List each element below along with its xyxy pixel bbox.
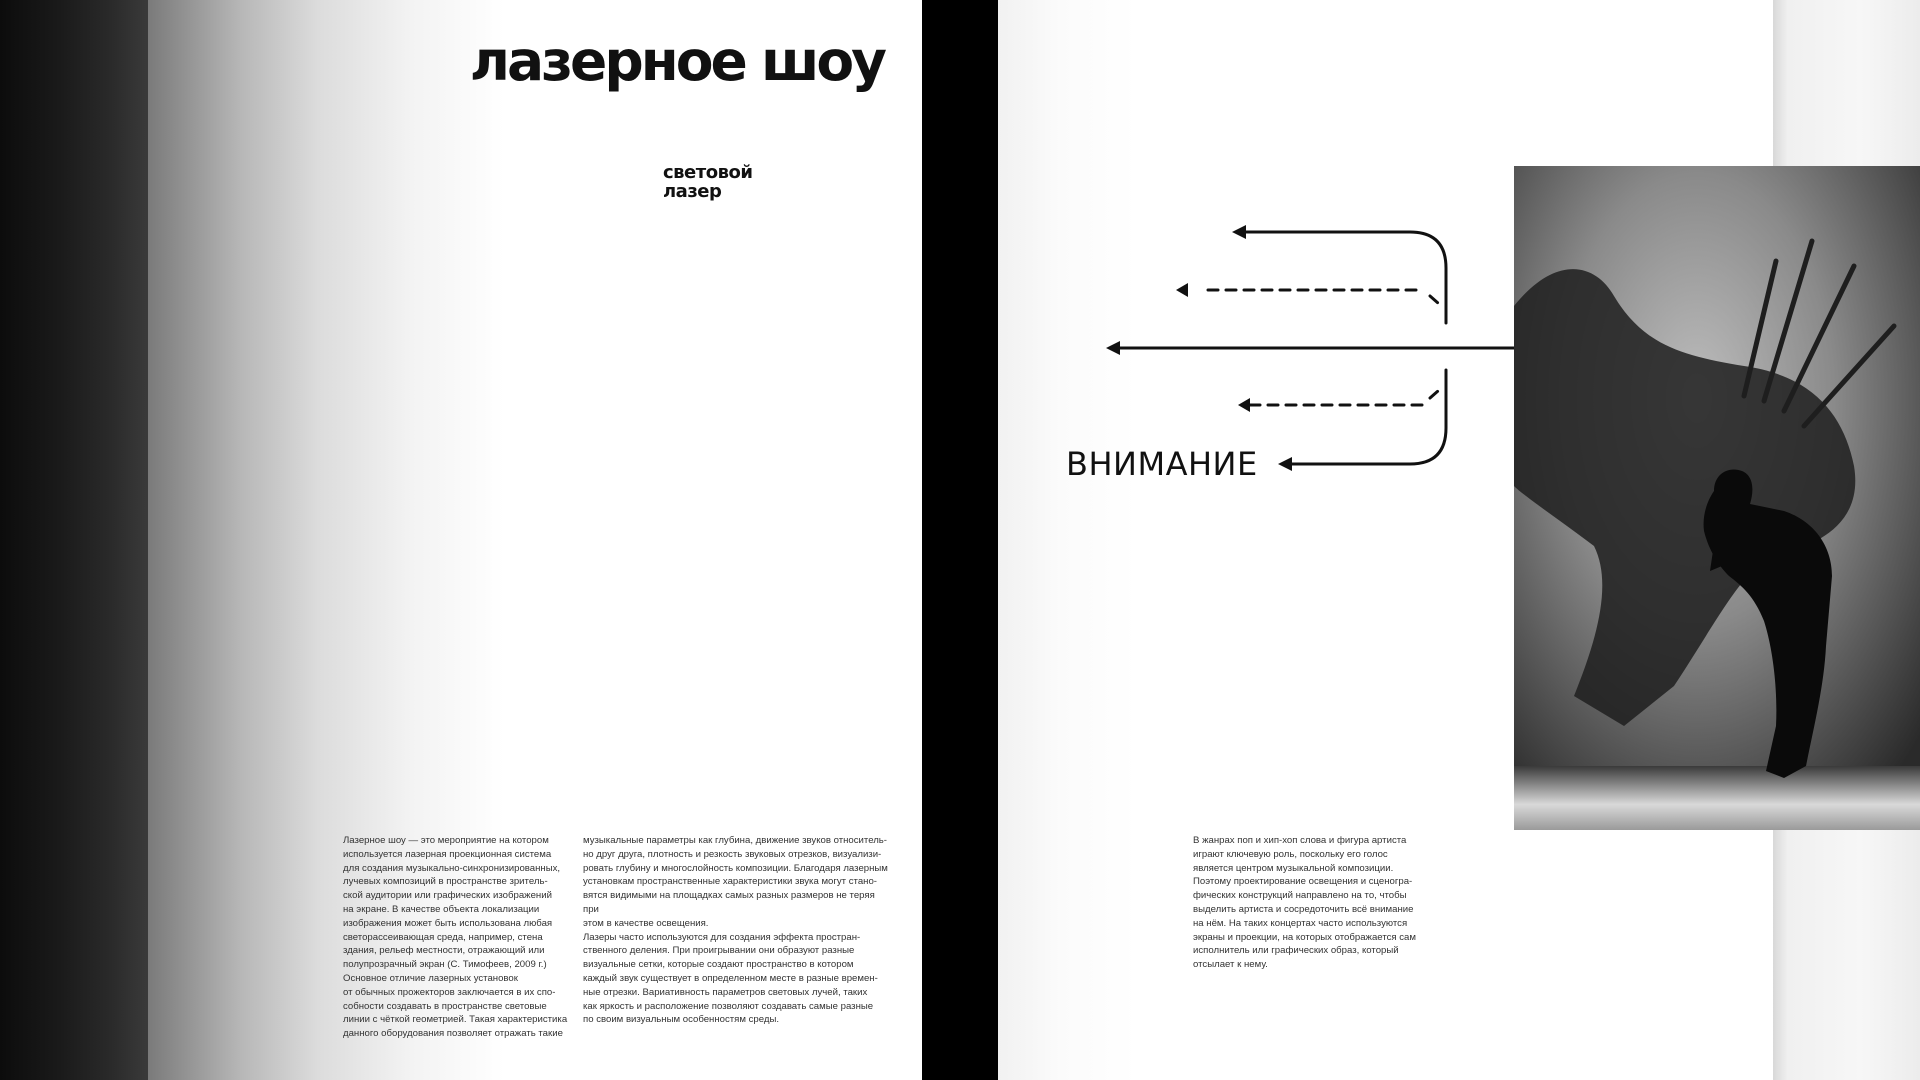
spine-gutter: [922, 0, 998, 1080]
arrow-left-icon: [1278, 457, 1292, 471]
arrow-left-icon: [1106, 341, 1120, 355]
diagram-label: ВНИМАНИЕ: [1066, 445, 1258, 483]
arrow-dashed-lower-line: [1250, 391, 1438, 405]
left-page: [148, 0, 922, 1080]
arrow-left-icon: [1232, 225, 1246, 239]
body-text-column-3: В жанрах поп и хип-хоп слова и фигура артиста играют ключевую роль, поскольку его голос является центром музыкальной композиции. Поэтому проектирование освещения и сценогра- фических конструкций направлено на то, чтобы выделить артиста и сосредоточить всё внимание на нём. На таких концертах часто используются экраны и проекции, на которых отображается сам исполнитель или графических образ, который отсылает к нему.: [1193, 835, 1416, 971]
subtitle-line-2: лазер: [663, 181, 722, 202]
dashed-arrow-left-icon: [1238, 398, 1250, 412]
arrow-top-line: [1246, 232, 1446, 323]
binding-edge: [0, 0, 148, 1080]
concert-photo: [1514, 166, 1920, 830]
subtitle-line-1: световой: [663, 162, 753, 183]
arrow-bottom-line: [1292, 370, 1446, 464]
body-text-column-1: Лазерное шоу — это мероприятие на котором используется лазерная проекционная система для создания музыкально-синхронизированных, лучевых композиций в пространстве зритель- ской аудитории или графических изображений на экране. В качестве объекта локализации изображения может быть использована любая светорассеивающая среда, например, стена здания, рельеф местности, отражающий или полупрозрачный экран (С. Тимофеев, 2009 г.) Основное отличие лазерных установок от обычных прожекторов заключается в их спо- собности создавать в пространстве световые линии с чёткой геометрией. Такая характеристика данного оборудования позволяет отражать такие: [343, 835, 568, 1040]
body-text-column-2: музыкальные параметры как глубина, движение звуков относитель- но друг друга, плотность и резкость звуковых отрезков, визуализи- ровать глубину и многослойность композиции. Благодаря лазерным установкам пространственные характеристики звука могут стано- вятся видимыми на площадках самых разных размеров не теряя при этом в качестве освещения. Лазеры часто используются для создания эффекта простран- ственного деления. При проигрывании они образуют разные визуальные сетки, которые создают пространство в котором каждый звук существует в определенном месте в разные времен- ные отрезки. Вариативность параметров световых лучей, таких как яркость и расположение позволяют создавать самые разные по своим визуальным особенностям среды.: [583, 835, 888, 1026]
page-title: лазерное шоу: [469, 29, 884, 93]
subtitle: [663, 163, 752, 201]
dashed-arrow-left-icon: [1176, 283, 1188, 297]
arrow-dashed-upper-line: [1208, 290, 1438, 303]
